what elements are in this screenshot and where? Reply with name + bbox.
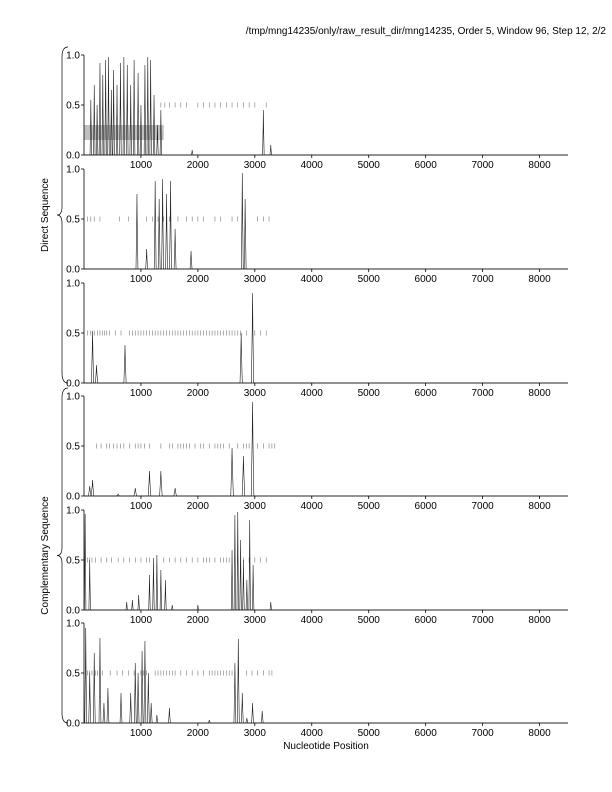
x-tick-label: 4000: [300, 728, 323, 739]
x-tick-label: 3000: [243, 274, 266, 285]
series-line: [84, 512, 568, 610]
x-tick-label: 2000: [186, 615, 210, 626]
x-tick-label: 6000: [414, 615, 437, 626]
x-tick-label: 3000: [243, 160, 266, 171]
series-line: [84, 57, 568, 155]
x-tick-label: 5000: [357, 160, 380, 171]
y-tick-label: 0.5: [66, 441, 80, 453]
x-tick-label: 3000: [243, 501, 266, 512]
panel-3: [66, 279, 568, 400]
x-tick-label: 6000: [414, 728, 437, 739]
panel-1: [66, 51, 568, 172]
y-tick-label: 0.5: [66, 555, 80, 567]
x-tick-label: 5000: [357, 501, 380, 512]
x-tick-label: 2000: [186, 274, 210, 285]
x-tick-label: 3000: [243, 388, 266, 399]
x-tick-label: 4000: [300, 160, 323, 171]
y-tick-label: 0.0: [66, 718, 80, 730]
group-label: Direct Sequence: [40, 178, 51, 252]
y-tick-label: 1.0: [66, 164, 80, 176]
x-tick-label: 8000: [528, 615, 551, 626]
y-tick-label: 0.0: [66, 264, 80, 276]
x-axis-label: Nucleotide Position: [283, 741, 369, 752]
y-tick-label: 0.0: [66, 605, 80, 617]
x-tick-label: 6000: [414, 160, 437, 171]
x-tick-label: 6000: [414, 388, 437, 399]
panel-5: [66, 506, 568, 627]
y-tick-label: 0.5: [66, 668, 80, 680]
x-tick-label: 2000: [186, 501, 210, 512]
x-tick-label: 1000: [129, 274, 153, 285]
x-tick-label: 4000: [300, 615, 323, 626]
x-tick-label: 8000: [528, 728, 551, 739]
x-tick-label: 4000: [300, 274, 323, 285]
x-tick-label: 8000: [528, 160, 551, 171]
y-tick-label: 0.5: [66, 100, 80, 112]
y-tick-label: 0.0: [66, 150, 80, 162]
x-tick-label: 7000: [471, 388, 494, 399]
x-tick-label: 7000: [471, 160, 494, 171]
x-tick-label: 4000: [300, 501, 323, 512]
groups-layer: [40, 47, 68, 723]
series-line: [84, 628, 568, 723]
x-tick-label: 1000: [129, 615, 153, 626]
x-tick-label: 7000: [471, 728, 494, 739]
y-tick-label: 1.0: [66, 505, 80, 517]
x-tick-label: 3000: [243, 728, 266, 739]
x-tick-label: 2000: [186, 388, 210, 399]
y-tick-label: 0.0: [66, 491, 80, 503]
x-tick-label: 4000: [300, 388, 323, 399]
highlight-band: [84, 125, 164, 140]
x-tick-label: 1000: [129, 501, 153, 512]
series-line: [84, 293, 568, 383]
x-tick-label: 2000: [186, 160, 210, 171]
x-tick-label: 1000: [129, 388, 153, 399]
series-line: [84, 402, 568, 496]
y-tick-label: 1.0: [66, 50, 80, 62]
x-tick-label: 5000: [357, 388, 380, 399]
x-tick-label: 7000: [471, 615, 494, 626]
x-tick-label: 3000: [243, 615, 266, 626]
x-tick-label: 7000: [471, 501, 494, 512]
x-tick-label: 5000: [357, 615, 380, 626]
x-tick-label: 1000: [129, 160, 153, 171]
y-tick-label: 1.0: [66, 391, 80, 403]
x-tick-label: 7000: [471, 274, 494, 285]
x-tick-label: 6000: [414, 274, 437, 285]
y-tick-label: 1.0: [66, 618, 80, 630]
page-title: /tmp/mng14235/only/raw_result_dir/mng14235, Order 5, Window 96, Step 12, 2/2: [245, 26, 606, 37]
x-tick-label: 6000: [414, 501, 437, 512]
x-tick-label: 1000: [129, 728, 153, 739]
panels-layer: [66, 51, 568, 740]
x-tick-label: 5000: [357, 274, 380, 285]
x-tick-label: 8000: [528, 501, 551, 512]
y-tick-label: 0.5: [66, 214, 80, 226]
y-tick-label: 1.0: [66, 278, 80, 290]
x-tick-label: 8000: [528, 388, 551, 399]
y-tick-label: 0.0: [66, 378, 80, 390]
panel-6: [66, 619, 568, 740]
group-label: Complementary Sequence: [40, 496, 51, 615]
x-tick-label: 2000: [186, 728, 210, 739]
panel-4: [66, 392, 568, 513]
panel-2: [66, 165, 568, 286]
x-tick-label: 8000: [528, 274, 551, 285]
x-tick-label: 5000: [357, 728, 380, 739]
y-tick-label: 0.5: [66, 328, 80, 340]
series-line: [84, 173, 568, 269]
